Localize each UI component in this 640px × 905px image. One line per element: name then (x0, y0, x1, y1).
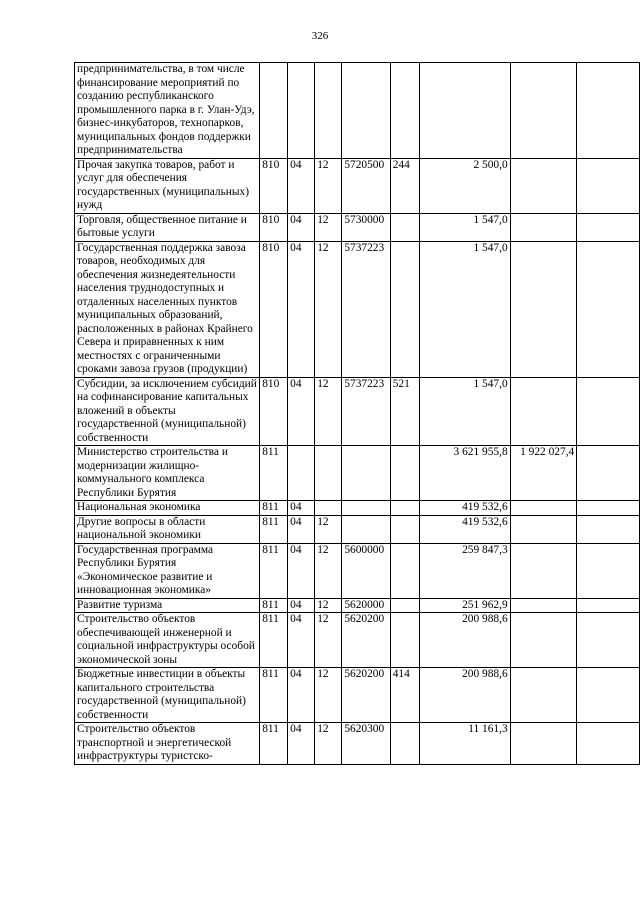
row-sum1-cell: 11 161,3 (420, 723, 510, 765)
row-pr-cell: 12 (315, 515, 342, 543)
row-cs-cell: 5737223 (342, 241, 390, 377)
row-sum2-cell (510, 63, 577, 159)
row-sum3-cell (577, 668, 640, 723)
row-rz-cell (288, 63, 315, 159)
row-name-cell: Бюджетные инвестиции в объекты капитального строительства государственной (муниципальной) собственности (75, 668, 260, 723)
row-gr-cell: 810 (260, 213, 288, 241)
row-cs-cell: 5620000 (342, 598, 390, 613)
row-vr-cell (390, 613, 420, 668)
row-rz-cell: 04 (288, 213, 315, 241)
row-sum2-cell (510, 377, 577, 446)
row-sum3-cell (577, 501, 640, 516)
row-cs-cell: 5620200 (342, 668, 390, 723)
row-gr-cell: 811 (260, 613, 288, 668)
row-vr-cell (390, 241, 420, 377)
table-row (75, 241, 640, 377)
row-rz-cell: 04 (288, 501, 315, 516)
row-sum3-cell (577, 158, 640, 213)
row-vr-cell (390, 543, 420, 598)
row-gr-cell: 811 (260, 446, 288, 501)
row-rz-cell: 04 (288, 723, 315, 765)
row-pr-cell: 12 (315, 668, 342, 723)
row-name-cell: Другие вопросы в области национальной экономики (75, 515, 260, 543)
budget-table (74, 62, 640, 765)
row-gr-cell: 811 (260, 598, 288, 613)
row-sum3-cell (577, 241, 640, 377)
row-cs-cell (342, 501, 390, 516)
row-gr-cell: 810 (260, 158, 288, 213)
row-sum2-cell (510, 613, 577, 668)
row-sum3-cell (577, 723, 640, 765)
row-pr-cell: 12 (315, 213, 342, 241)
row-cs-cell: 5720500 (342, 158, 390, 213)
row-sum2-cell (510, 543, 577, 598)
row-sum3-cell (577, 213, 640, 241)
row-name-cell: Торговля, общественное питание и бытовые услуги (75, 213, 260, 241)
row-rz-cell: 04 (288, 377, 315, 446)
row-name-cell: предпринимательства, в том числе финансирование мероприятий по созданию республиканского промышленного парка в г. Улан-Удэ, бизнес-инкубаторов, технопарков, муниципальных фондов поддержки предпринимательства (75, 63, 260, 159)
table-row (75, 543, 640, 598)
row-sum2-cell (510, 158, 577, 213)
row-vr-cell (390, 63, 420, 159)
row-sum1-cell: 200 988,6 (420, 613, 510, 668)
row-rz-cell: 04 (288, 668, 315, 723)
row-rz-cell (288, 446, 315, 501)
row-rz-cell: 04 (288, 515, 315, 543)
row-sum1-cell: 1 547,0 (420, 213, 510, 241)
row-sum1-cell: 419 532,6 (420, 501, 510, 516)
row-gr-cell: 811 (260, 543, 288, 598)
row-name-cell: Государственная поддержка завоза товаров, необходимых для обеспечения жизнедеятельности населения труднодоступных и отдаленных населенных пунктов муниципальных образований, расположенных в районах Крайнего Севера и приравненных к ним местностях с ограниченными сроками завоза грузов (продукции) (75, 241, 260, 377)
row-sum2-cell (510, 241, 577, 377)
row-sum1-cell: 3 621 955,8 (420, 446, 510, 501)
row-pr-cell: 12 (315, 543, 342, 598)
row-sum1-cell: 251 962,9 (420, 598, 510, 613)
row-vr-cell (390, 515, 420, 543)
row-sum1-cell: 259 847,3 (420, 543, 510, 598)
row-sum2-cell (510, 668, 577, 723)
table-row (75, 668, 640, 723)
table-row (75, 598, 640, 613)
row-rz-cell: 04 (288, 158, 315, 213)
row-name-cell: Строительство объектов транспортной и энергетической инфраструктуры туристско- (75, 723, 260, 765)
row-rz-cell: 04 (288, 598, 315, 613)
row-cs-cell (342, 446, 390, 501)
row-vr-cell (390, 213, 420, 241)
row-name-cell: Строительство объектов обеспечивающей инженерной и социальной инфраструктуры особой экономической зоны (75, 613, 260, 668)
row-sum2-cell: 1 922 027,4 (510, 446, 577, 501)
row-name-cell: Субсидии, за исключением субсидий на софинансирование капитальных вложений в объекты государственной (муниципальной) собственности (75, 377, 260, 446)
row-sum2-cell (510, 501, 577, 516)
table-row (75, 446, 640, 501)
table-row (75, 501, 640, 516)
row-vr-cell: 414 (390, 668, 420, 723)
row-pr-cell: 12 (315, 158, 342, 213)
table-row (75, 158, 640, 213)
row-sum1-cell: 2 500,0 (420, 158, 510, 213)
row-cs-cell: 5730000 (342, 213, 390, 241)
row-sum3-cell (577, 377, 640, 446)
row-sum3-cell (577, 543, 640, 598)
row-sum1-cell: 419 532,6 (420, 515, 510, 543)
table-row (75, 515, 640, 543)
row-sum2-cell (510, 598, 577, 613)
row-pr-cell: 12 (315, 241, 342, 377)
row-sum3-cell (577, 613, 640, 668)
row-sum1-cell (420, 63, 510, 159)
row-pr-cell: 12 (315, 377, 342, 446)
row-pr-cell: 12 (315, 613, 342, 668)
row-gr-cell: 810 (260, 241, 288, 377)
row-gr-cell: 811 (260, 501, 288, 516)
row-gr-cell: 811 (260, 515, 288, 543)
row-sum1-cell: 1 547,0 (420, 377, 510, 446)
row-name-cell: Развитие туризма (75, 598, 260, 613)
row-pr-cell (315, 446, 342, 501)
row-cs-cell: 5600000 (342, 543, 390, 598)
row-cs-cell: 5737223 (342, 377, 390, 446)
table-row (75, 213, 640, 241)
row-pr-cell: 12 (315, 598, 342, 613)
row-cs-cell (342, 63, 390, 159)
row-cs-cell: 5620200 (342, 613, 390, 668)
table-row (75, 613, 640, 668)
row-rz-cell: 04 (288, 543, 315, 598)
row-sum3-cell (577, 446, 640, 501)
row-pr-cell (315, 501, 342, 516)
row-gr-cell (260, 63, 288, 159)
row-cs-cell: 5620300 (342, 723, 390, 765)
row-sum2-cell (510, 515, 577, 543)
row-name-cell: Министерство строительства и модернизации жилищно-коммунального комплекса Республики Бурятия (75, 446, 260, 501)
row-name-cell: Прочая закупка товаров, работ и услуг для обеспечения государственных (муниципальных) нужд (75, 158, 260, 213)
row-pr-cell (315, 63, 342, 159)
row-name-cell: Национальная экономика (75, 501, 260, 516)
row-gr-cell: 810 (260, 377, 288, 446)
row-sum3-cell (577, 63, 640, 159)
row-rz-cell: 04 (288, 241, 315, 377)
row-gr-cell: 811 (260, 668, 288, 723)
table-row (75, 377, 640, 446)
table-row (75, 723, 640, 765)
row-vr-cell (390, 446, 420, 501)
row-sum3-cell (577, 515, 640, 543)
table-row (75, 63, 640, 159)
row-vr-cell: 521 (390, 377, 420, 446)
row-sum3-cell (577, 598, 640, 613)
row-vr-cell: 244 (390, 158, 420, 213)
row-cs-cell (342, 515, 390, 543)
row-vr-cell (390, 598, 420, 613)
row-vr-cell (390, 723, 420, 765)
row-rz-cell: 04 (288, 613, 315, 668)
page-number: 326 (311, 30, 329, 42)
row-gr-cell: 811 (260, 723, 288, 765)
row-sum1-cell: 200 988,6 (420, 668, 510, 723)
row-pr-cell: 12 (315, 723, 342, 765)
row-sum2-cell (510, 723, 577, 765)
row-sum1-cell: 1 547,0 (420, 241, 510, 377)
row-name-cell: Государственная программа Республики Бурятия «Экономическое развитие и инновационная экономика» (75, 543, 260, 598)
budget-table-body (75, 63, 640, 765)
row-vr-cell (390, 501, 420, 516)
row-sum2-cell (510, 213, 577, 241)
